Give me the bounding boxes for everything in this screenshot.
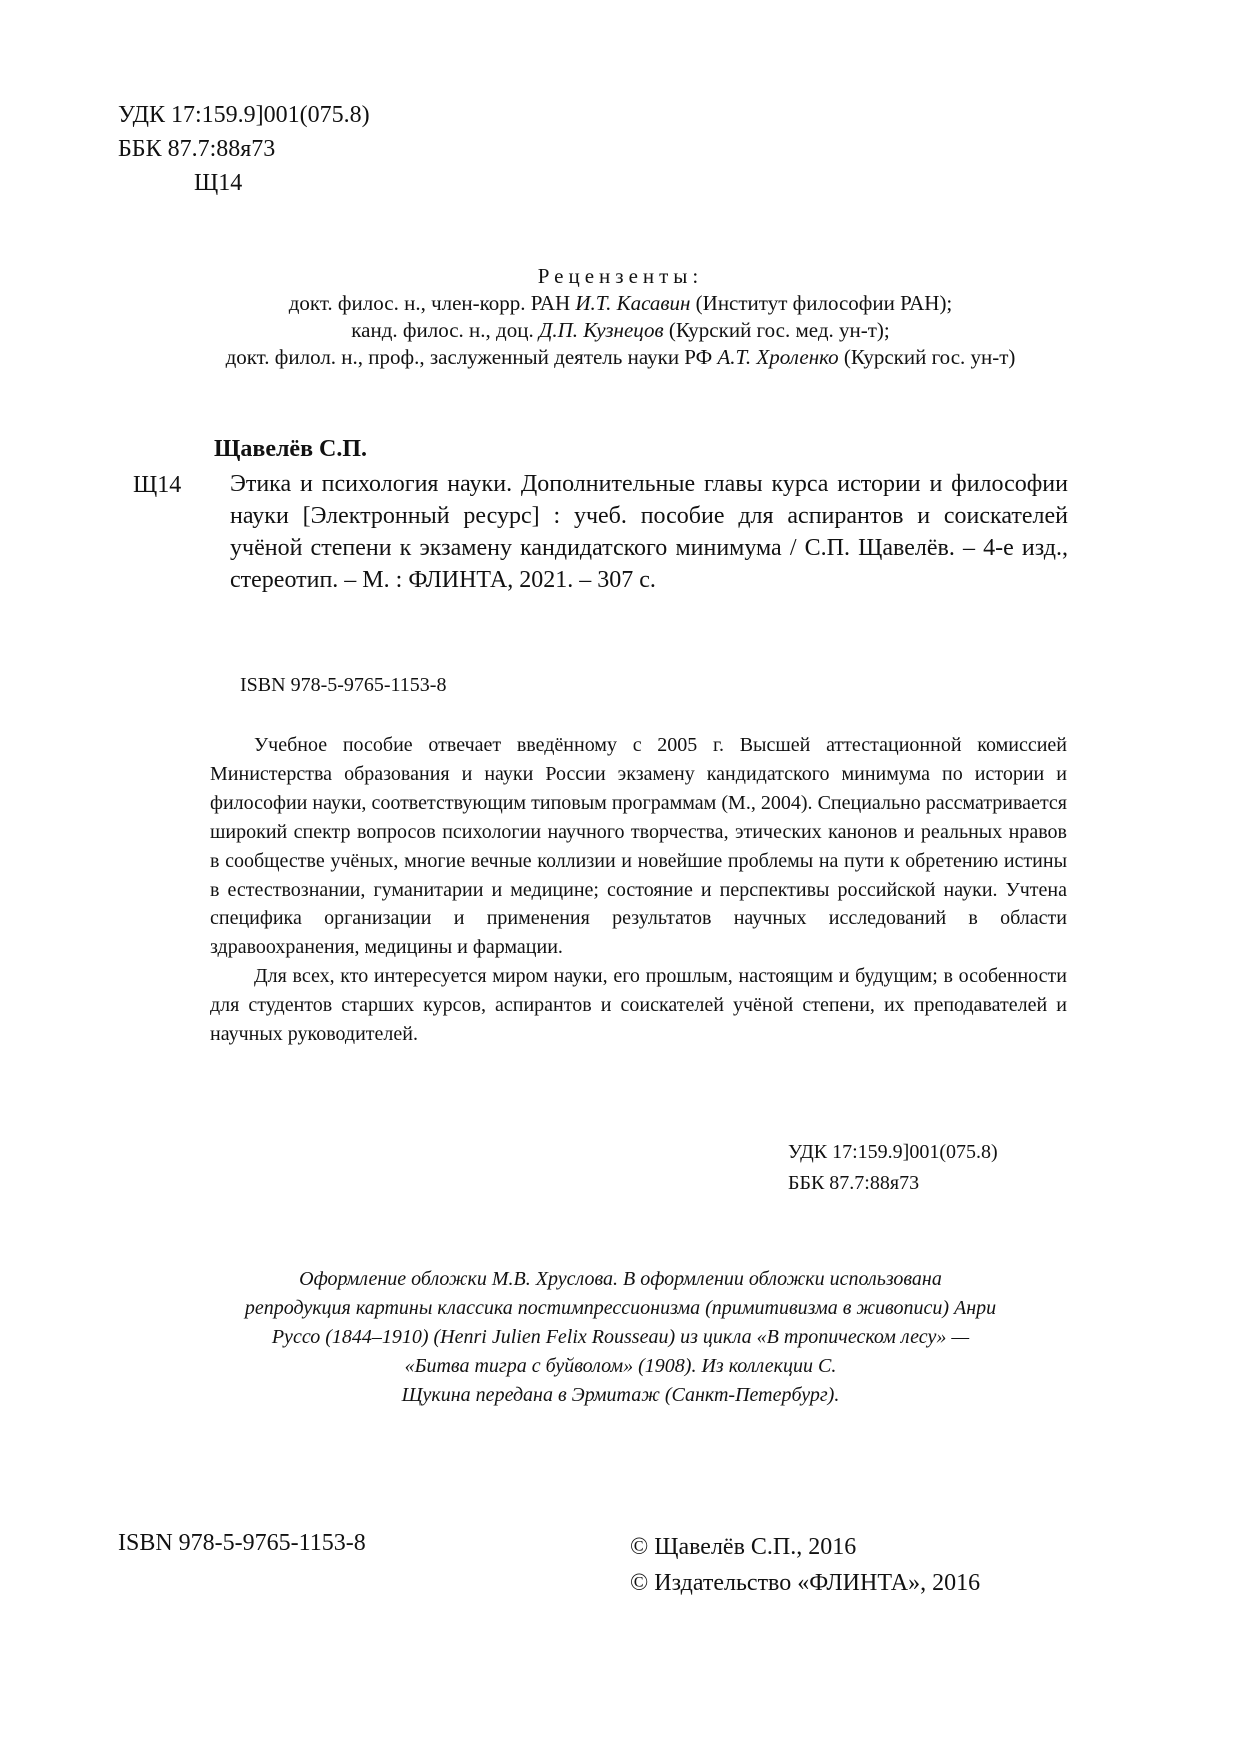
udk-code-secondary: УДК 17:159.9]001(075.8) (788, 1141, 998, 1163)
book-abstract (210, 731, 1067, 1049)
copyright-publisher: © Издательство «ФЛИНТА», 2016 (630, 1570, 981, 1596)
reviewer-affiliation: (Курский гос. мед. ун-т); (663, 318, 890, 342)
reviewer-line (0, 317, 1241, 344)
record-isbn: ISBN 978-5-9765-1153-8 (240, 674, 447, 696)
reviewer-degree: канд. филос. н., доц. (351, 318, 539, 342)
copyright-author: © Щавелёв С.П., 2016 (630, 1534, 857, 1560)
reviewer-name: Д.П. Кузнецов (538, 318, 664, 342)
abstract-paragraph: Учебное пособие отвечает введённому с 2005 г. Высшей аттестационной комиссией Министерства образования и науки России экзамену кандидатского минимума по истории и философии науки, соответствующим типовым программам (М., 2004). Специально рассматривается широкий спектр вопросов психологии научного творчества, этических канонов и реальных нравов в сообществе учёных, многие вечные коллизии и новейшие проблемы на пути к обретению истины в естествознании, гуманитарии и медицине; состояние и перспективы российской науки. Учтена специфика организации и применения результатов научных исследований в области здравоохранения, медицины и фармации. (210, 734, 1067, 959)
reviewer-degree: докт. филос. н., член-корр. РАН (288, 291, 576, 315)
classification-block (788, 1137, 998, 1199)
udk-code: УДК 17:159.9]001(075.8) (118, 102, 370, 128)
cover-note-line: Оформление обложки М.В. Хруслова. В оформлении обложки использована (299, 1268, 942, 1290)
cover-design-note (0, 1265, 1241, 1410)
bbk-code-secondary: ББК 87.7:88я73 (788, 1172, 920, 1194)
footer-isbn: ISBN 978-5-9765-1153-8 (118, 1530, 366, 1556)
record-code: Щ14 (133, 472, 182, 498)
bbk-code: ББК 87.7:88я73 (118, 136, 276, 162)
cover-note-line: «Битва тигра с буйволом» (1908). Из коллекции С. (404, 1355, 837, 1377)
reviewer-name: А.Т. Хроленко (717, 345, 839, 369)
reviewer-affiliation: (Институт философии РАН); (690, 291, 953, 315)
reviewer-line (0, 290, 1241, 317)
cover-note-line: Руссо (1844–1910) (Henri Julien Felix Rousseau) из цикла «В тропическом лесу» — (271, 1326, 970, 1348)
reviewer-line (0, 344, 1241, 371)
reviewer-name: И.Т. Касавин (575, 291, 691, 315)
reviewer-degree: докт. филол. н., проф., заслуженный деятель науки РФ (225, 345, 718, 369)
copyright-block (630, 1529, 980, 1601)
abstract-paragraph: Для всех, кто интересуется миром науки, его прошлым, настоящим и будущим; в особенности для студентов старших курсов, аспирантов и соискателей учёной степени, их преподавателей и научных руководителей. (210, 965, 1067, 1046)
bibliographic-description: Этика и психология науки. Дополнительные главы курса истории и философии науки [Электронный ресурс] : учеб. пособие для аспирантов и соискателей учёной степени к экзамену кандидатского минимума / С.П. Щавелёв. – 4-е изд., стереотип. – М. : ФЛИНТА, 2021. – 307 с. (230, 471, 1068, 593)
author-mark-code: Щ14 (194, 170, 243, 196)
reviewers-block (0, 263, 1241, 371)
cover-note-line: Щукина передана в Эрмитаж (Санкт-Петербург). (401, 1384, 840, 1406)
cover-note-line: репродукция картины классика постимпрессионизма (примитивизма в живописи) Анри (244, 1297, 997, 1319)
reviewer-affiliation: (Курский гос. ун-т) (838, 345, 1016, 369)
book-author: Щавелёв С.П. (214, 436, 368, 462)
reviewers-title: Рецензенты: (537, 264, 704, 288)
